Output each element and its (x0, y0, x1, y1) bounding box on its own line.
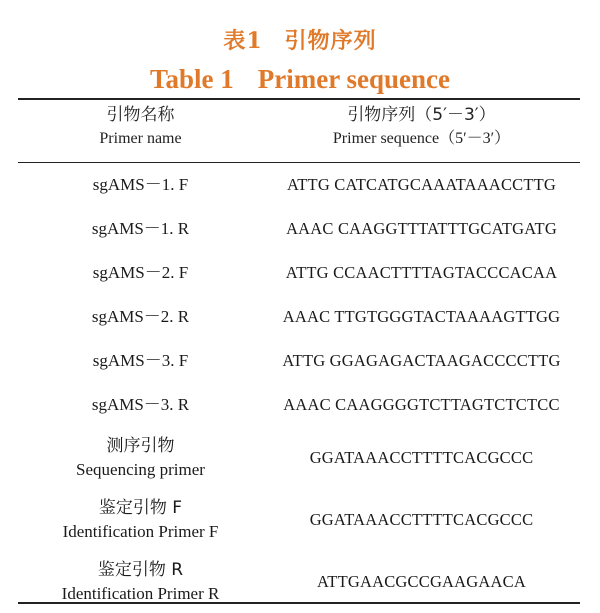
table-row (18, 163, 580, 207)
primer-name-en: Sequencing primer (76, 460, 205, 479)
table-row (18, 383, 580, 427)
primer-name-en: Identification Primer F (62, 522, 219, 541)
header-primer-name (18, 103, 263, 159)
primer-name-en: Identification Primer R (61, 584, 220, 603)
primer-sequence: AAAC CAAGGGGTCTTAGTCTCTCC (283, 395, 560, 414)
header-name-en: Primer name (99, 130, 182, 147)
header-seq-cn: 引物序列（5′－3′） (347, 105, 496, 125)
table-number-cn: 表1 (223, 28, 263, 54)
table-title-en-text: Primer sequence (257, 64, 450, 94)
primer-name: sgAMS－3. F (92, 351, 189, 370)
primer-sequence: AAAC CAAGGTTTATTTGCATGATG (286, 219, 557, 238)
primer-name-cell (18, 489, 263, 551)
table-row (18, 251, 580, 295)
primer-sequence-cell (263, 295, 580, 339)
primer-sequence: GGATAAACCTTTTCACGCCC (309, 510, 534, 529)
table-title-english (0, 64, 600, 95)
primer-name-cn: 测序引物 (106, 436, 175, 456)
table-body (18, 163, 580, 613)
table-title-chinese (0, 24, 600, 55)
header-name-cn: 引物名称 (106, 105, 175, 125)
header-primer-sequence (263, 103, 580, 159)
primer-sequence: ATTGAACGCCGAAGAACA (317, 572, 526, 591)
primer-name-cell (18, 207, 263, 251)
primer-sequence-cell (263, 489, 580, 551)
table-row (18, 427, 580, 489)
table-title-cn-text: 引物序列 (284, 28, 377, 54)
primer-sequence: ATTG CATCATGCAAATAAACCTTG (286, 175, 557, 194)
primer-name: sgAMS－2. R (91, 307, 190, 326)
primer-name-cell (18, 295, 263, 339)
primer-sequence-cell (263, 339, 580, 383)
primer-name: sgAMS－2. F (92, 263, 189, 282)
table-row (18, 295, 580, 339)
primer-sequence: ATTG GGAGAGACTAAGACCCCTTG (282, 351, 561, 370)
primer-name: sgAMS－1. R (91, 219, 190, 238)
primer-name-cn: 鉴定引物 R (97, 560, 184, 580)
primer-name-cell (18, 427, 263, 489)
table-row (18, 489, 580, 551)
primer-sequence-cell (263, 251, 580, 295)
table-top-rule (18, 98, 580, 100)
primer-sequence-cell (263, 427, 580, 489)
table-bottom-rule (18, 602, 580, 604)
primer-name-cell (18, 339, 263, 383)
primer-sequence-cell (263, 207, 580, 251)
primer-name: sgAMS－1. F (92, 175, 189, 194)
primer-sequence-cell (263, 163, 580, 207)
primer-sequence: ATTG CCAACTTTTAGTACCCACAA (285, 263, 558, 282)
table-number-en: Table 1 (150, 64, 234, 94)
primer-sequence-cell (263, 383, 580, 427)
primer-name-cell (18, 251, 263, 295)
table-row (18, 339, 580, 383)
primer-name: sgAMS－3. R (91, 395, 190, 414)
header-seq-en: Primer sequence（5′－3′） (332, 130, 511, 147)
primer-name-cell (18, 383, 263, 427)
primer-sequence: AAAC TTGTGGGTACTAAAAGTTGG (282, 307, 561, 326)
primer-name-cell (18, 163, 263, 207)
primer-sequence: GGATAAACCTTTTCACGCCC (309, 448, 534, 467)
table-row (18, 207, 580, 251)
primer-name-cn: 鉴定引物 F (98, 498, 183, 518)
table-header (18, 103, 580, 159)
